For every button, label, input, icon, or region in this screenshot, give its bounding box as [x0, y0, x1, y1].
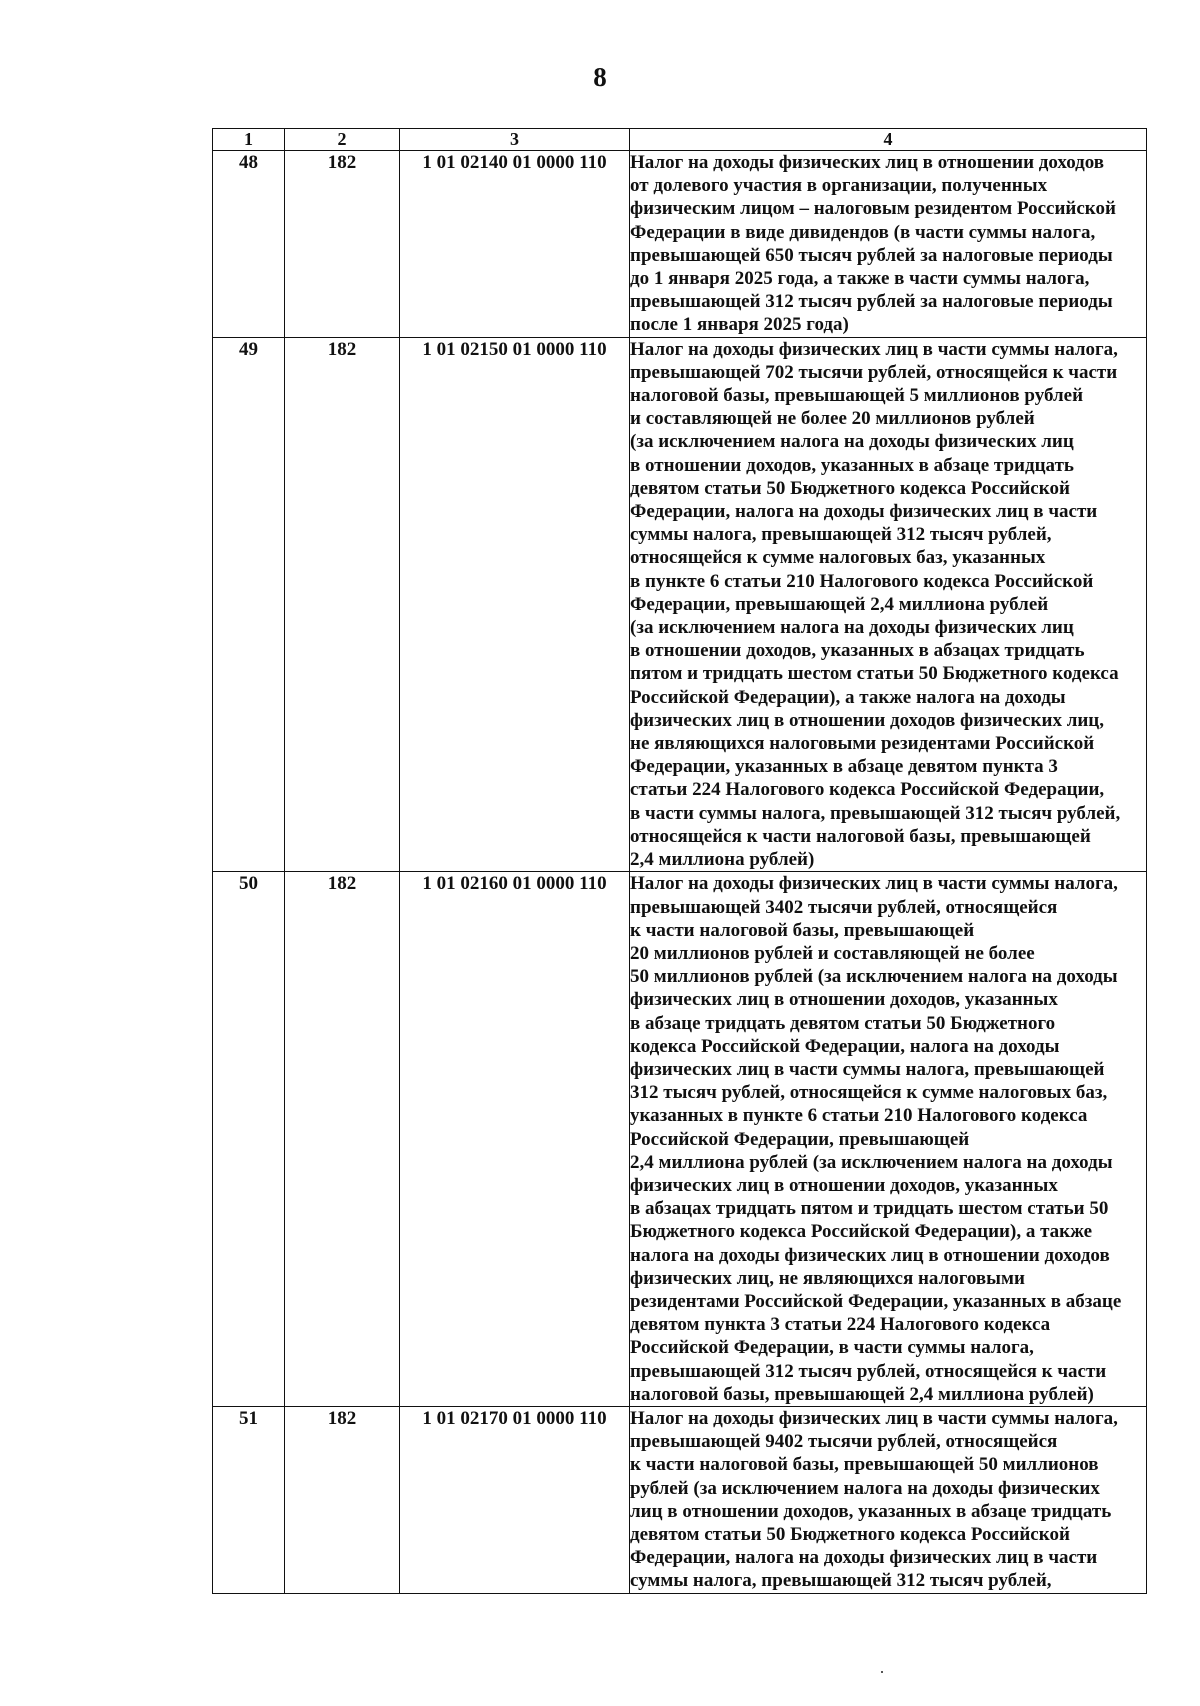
- description-cell: [630, 151, 1147, 338]
- table-row: [213, 1406, 1147, 1593]
- description-line: Российской Федерации, в части суммы налога,: [630, 1337, 1034, 1359]
- administrator-code-cell: 182: [285, 337, 400, 872]
- row-number-cell: 50: [213, 872, 285, 1407]
- description-line: девятом статьи 50 Бюджетного кодекса Российской: [630, 477, 1070, 499]
- scan-speck: [881, 1671, 883, 1673]
- header-col-2: 2: [285, 129, 400, 151]
- description-line: кодекса Российской Федерации, налога на доходы: [630, 1035, 1060, 1057]
- description-line: пятом и тридцать шестом статьи 50 Бюджетного кодекса: [630, 663, 1119, 685]
- description-line: физических лиц в отношении доходов, указанных: [630, 1174, 1058, 1196]
- description-line: 312 тысяч рублей, относящейся к сумме налоговых баз,: [630, 1082, 1108, 1104]
- description-line: превышающей 9402 тысячи рублей, относящейся: [630, 1431, 1058, 1453]
- description-line: (за исключением налога на доходы физических лиц: [630, 431, 1074, 453]
- description-cell: [630, 1406, 1147, 1593]
- description-line: Федерации, налога на доходы физических лиц в части: [630, 501, 1098, 523]
- administrator-code-cell: 182: [285, 872, 400, 1407]
- description-line: суммы налога, превышающей 312 тысяч рублей,: [630, 1570, 1052, 1592]
- description-line: и составляющей не более 20 миллионов рублей: [630, 408, 1035, 430]
- table-row: [213, 872, 1147, 1407]
- budget-code-cell: 1 01 02150 01 0000 110: [400, 337, 630, 872]
- budget-code-cell: 1 01 02170 01 0000 110: [400, 1406, 630, 1593]
- row-number-cell: 51: [213, 1406, 285, 1593]
- description-line: статьи 224 Налогового кодекса Российской Федерации,: [630, 779, 1105, 801]
- description-line: 2,4 миллиона рублей): [630, 849, 815, 871]
- header-col-4: 4: [630, 129, 1147, 151]
- description-line: налоговой базы, превышающей 2,4 миллиона рублей): [630, 1383, 1094, 1405]
- description-line: от долевого участия в организации, полученных: [630, 175, 1048, 197]
- description-line: физических лиц в отношении доходов, указанных: [630, 989, 1058, 1011]
- description-cell: [630, 337, 1147, 872]
- description-line: превышающей 3402 тысячи рублей, относящейся: [630, 896, 1058, 918]
- description-line: превышающей 312 тысяч рублей, относящейся к части: [630, 1360, 1107, 1382]
- description-line: в части суммы налога, превышающей 312 тысяч рублей,: [630, 802, 1121, 824]
- description-line: девятом статьи 50 Бюджетного кодекса Российской: [630, 1523, 1070, 1545]
- description-line: лиц в отношении доходов, указанных в абзаце тридцать: [630, 1500, 1112, 1522]
- description-line: (за исключением налога на доходы физических лиц: [630, 617, 1074, 639]
- table-row: [213, 337, 1147, 872]
- description-line: Бюджетного кодекса Российской Федерации), а также: [630, 1221, 1093, 1243]
- description-line: налога на доходы физических лиц в отношении доходов: [630, 1244, 1110, 1266]
- description-line: после 1 января 2025 года): [630, 314, 849, 336]
- description-line: в отношении доходов, указанных в абзацах тридцать: [630, 640, 1085, 662]
- description-line: указанных в пункте 6 статьи 210 Налогового кодекса: [630, 1105, 1088, 1127]
- description-line: относящейся к сумме налоговых баз, указанных: [630, 547, 1046, 569]
- description-line: физических лиц, не являющихся налоговыми: [630, 1267, 1025, 1289]
- administrator-code-cell: 182: [285, 151, 400, 338]
- description-line: Российской Федерации, превышающей: [630, 1128, 970, 1150]
- table-header-row: [213, 129, 1147, 151]
- description-line: в пункте 6 статьи 210 Налогового кодекса Российской: [630, 570, 1094, 592]
- description-line: Налог на доходы физических лиц в части суммы налога,: [630, 1407, 1118, 1429]
- description-line: в абзацах тридцать пятом и тридцать шестом статьи 50: [630, 1198, 1109, 1220]
- description-line: в абзаце тридцать девятом статьи 50 Бюджетного: [630, 1012, 1056, 1034]
- table-body: [213, 151, 1147, 1594]
- description-line: Федерации, указанных в абзаце девятом пункта 3: [630, 756, 1058, 778]
- description-line: Российской Федерации), а также налога на доходы: [630, 686, 1066, 708]
- header-col-3: 3: [400, 129, 630, 151]
- budget-classification-table: [212, 128, 1147, 1594]
- description-line: к части налоговой базы, превышающей: [630, 919, 975, 941]
- description-line: 2,4 миллиона рублей (за исключением налога на доходы: [630, 1151, 1113, 1173]
- description-line: рублей (за исключением налога на доходы физических: [630, 1477, 1100, 1499]
- description-line: девятом пункта 3 статьи 224 Налогового кодекса: [630, 1314, 1051, 1336]
- description-line: превышающей 650 тысяч рублей за налоговые периоды: [630, 244, 1113, 266]
- description-line: в отношении доходов, указанных в абзаце тридцать: [630, 454, 1074, 476]
- description-line: к части налоговой базы, превышающей 50 миллионов: [630, 1454, 1099, 1476]
- description-line: превышающей 312 тысяч рублей за налоговые периоды: [630, 291, 1113, 313]
- description-line: Налог на доходы физических лиц в части суммы налога,: [630, 338, 1118, 360]
- row-number-cell: 49: [213, 337, 285, 872]
- description-line: резидентами Российской Федерации, указанных в абзаце: [630, 1290, 1122, 1312]
- description-line: 50 миллионов рублей (за исключением налога на доходы: [630, 966, 1118, 988]
- administrator-code-cell: 182: [285, 1406, 400, 1593]
- description-line: суммы налога, превышающей 312 тысяч рублей,: [630, 524, 1052, 546]
- description-line: превышающей 702 тысячи рублей, относящейся к части: [630, 361, 1118, 383]
- description-line: до 1 января 2025 года, а также в части суммы налога,: [630, 268, 1090, 290]
- table-row: [213, 151, 1147, 338]
- header-col-1: 1: [213, 129, 285, 151]
- description-cell: [630, 872, 1147, 1407]
- page-number: 8: [593, 62, 607, 92]
- description-line: налоговой базы, превышающей 5 миллионов рублей: [630, 385, 1084, 407]
- budget-code-cell: 1 01 02140 01 0000 110: [400, 151, 630, 338]
- description-line: Федерации, налога на доходы физических лиц в части: [630, 1547, 1098, 1569]
- description-line: физическим лицом – налоговым резидентом Российской: [630, 198, 1116, 220]
- description-line: Федерации, превышающей 2,4 миллиона рублей: [630, 593, 1049, 615]
- description-line: физических лиц в части суммы налога, превышающей: [630, 1058, 1105, 1080]
- budget-code-cell: 1 01 02160 01 0000 110: [400, 872, 630, 1407]
- row-number-cell: 48: [213, 151, 285, 338]
- description-line: Налог на доходы физических лиц в части суммы налога,: [630, 873, 1118, 895]
- description-line: 20 миллионов рублей и составляющей не более: [630, 942, 1035, 964]
- description-line: не являющихся налоговыми резидентами Российской: [630, 733, 1095, 755]
- description-line: Налог на доходы физических лиц в отношении доходов: [630, 152, 1105, 173]
- description-line: физических лиц в отношении доходов физических лиц,: [630, 709, 1104, 731]
- description-line: относящейся к части налоговой базы, превышающей: [630, 825, 1091, 847]
- description-line: Федерации в виде дивидендов (в части суммы налога,: [630, 221, 1096, 243]
